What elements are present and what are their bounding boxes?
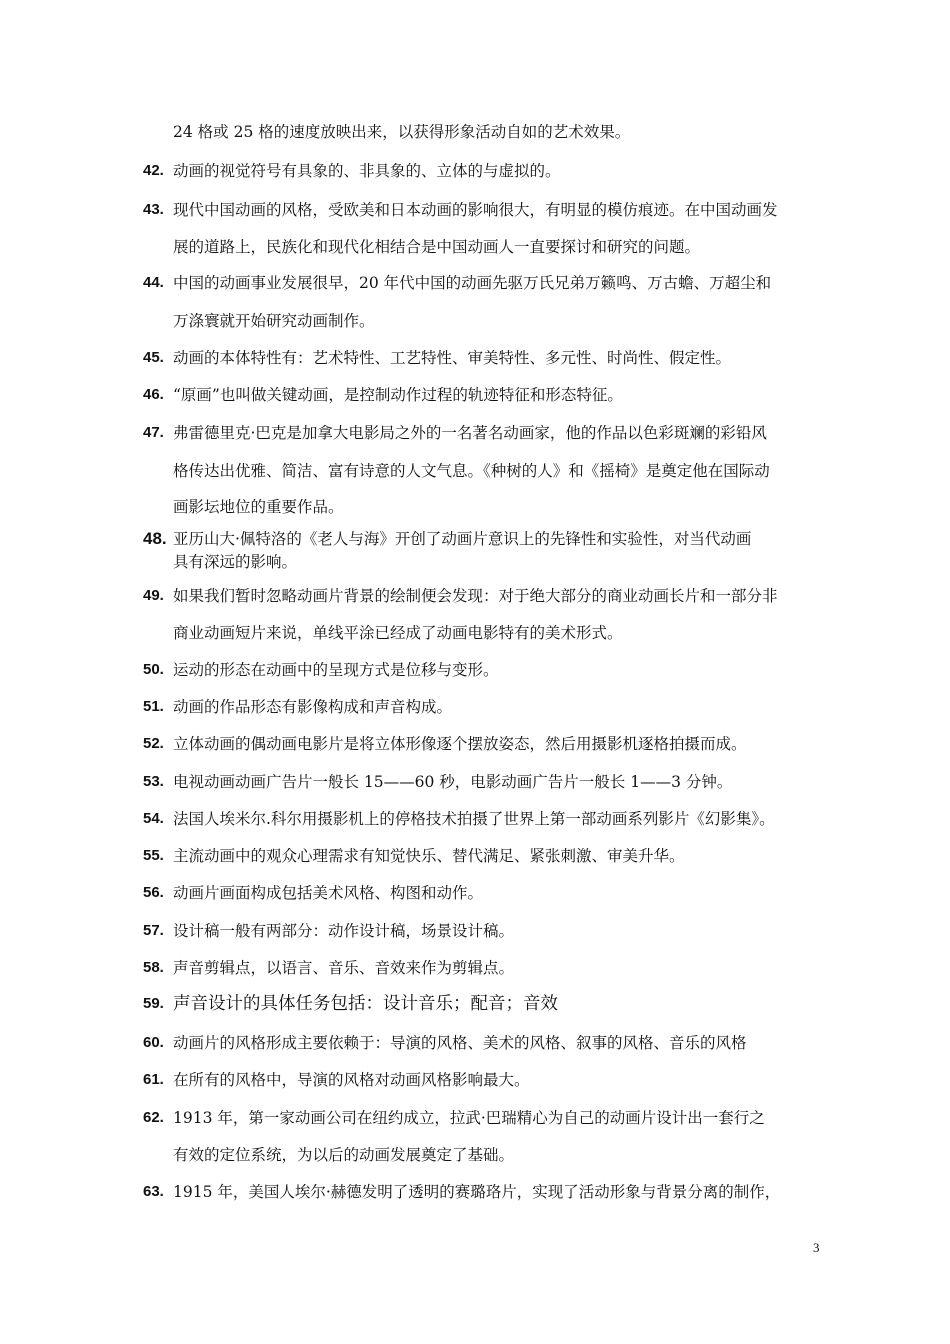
- item-number: 55.: [143, 847, 164, 864]
- item-text: 现代中国动画的风格，受欧美和日本动画的影响很大，有明显的模仿痕迹。在中国动画发: [173, 201, 778, 219]
- item-number: 46.: [143, 386, 164, 403]
- paragraph-line: [0, 551, 950, 573]
- list-item: [0, 804, 950, 834]
- paragraph-line: [0, 618, 950, 648]
- item-number: 51.: [143, 698, 164, 715]
- paragraph-line: [0, 492, 950, 522]
- list-item: [0, 581, 950, 611]
- item-text: 在所有的风格中，导演的风格对动画风格影响最大。: [173, 1071, 530, 1089]
- item-number: 62.: [143, 1109, 164, 1126]
- item-text: “原画”也叫做关键动画，是控制动作过程的轨迹特征和形态特征。: [173, 386, 623, 404]
- list-item: [0, 989, 950, 1019]
- item-text: 声音设计的具体任务包括：设计音乐；配音；音效: [173, 994, 558, 1014]
- item-text: 运动的形态在动画中的呈现方式是位移与变形。: [173, 661, 499, 679]
- item-text: 1915 年，美国人埃尔·赫德发明了透明的赛璐珞片，实现了活动形象与背景分离的制作，: [173, 1183, 781, 1201]
- list-item: [0, 841, 950, 871]
- list-item: [0, 916, 950, 946]
- continuation-text: 具有深远的影响。: [173, 553, 298, 571]
- list-item: [0, 767, 950, 797]
- item-text: 如果我们暂时忽略动画片背景的绘制便会发现：对于绝大部分的商业动画长片和一部分非: [173, 587, 778, 605]
- continuation-text: 展的道路上，民族化和现代化相结合是中国动画人一直要探讨和研究的问题。: [173, 238, 701, 256]
- list-item: [0, 1065, 950, 1095]
- item-number: 49.: [143, 587, 164, 604]
- item-number: 59.: [143, 995, 164, 1012]
- item-number: 43.: [143, 201, 164, 218]
- item-text: 动画片的风格形成主要依赖于：导演的风格、美术的风格、叙事的风格、音乐的风格: [173, 1034, 747, 1052]
- list-item: [0, 380, 950, 410]
- item-text: 动画片画面构成包括美术风格、构图和动作。: [173, 884, 484, 902]
- item-text: 声音剪辑点，以语言、音乐、音效来作为剪辑点。: [173, 959, 515, 977]
- item-number: 42.: [143, 162, 164, 179]
- item-number: 60.: [143, 1034, 164, 1051]
- paragraph-line: [0, 306, 950, 336]
- item-text: 中国的动画事业发展很早，20 年代中国的动画先驱万氏兄弟万籁鸣、万古蟾、万超尘和: [173, 274, 772, 292]
- item-number: 44.: [143, 274, 164, 291]
- item-number: 61.: [143, 1071, 164, 1088]
- list-item: [0, 1177, 950, 1207]
- list-item: [0, 418, 950, 448]
- continuation-text: 24 格或 25 格的速度放映出来，以获得形象活动自如的艺术效果。: [173, 123, 631, 141]
- item-text: 弗雷德里克·巴克是加拿大电影局之外的一名著名动画家，他的作品以色彩斑斓的彩铅风: [173, 424, 767, 442]
- list-item: [0, 343, 950, 373]
- item-number: 50.: [143, 661, 164, 678]
- item-text: 立体动画的偶动画电影片是将立体形像逐个摆放姿态，然后用摄影机逐格拍摄而成。: [173, 735, 747, 753]
- paragraph-line: [0, 232, 950, 262]
- item-text: 设计稿一般有两部分：动作设计稿，场景设计稿。: [173, 922, 515, 940]
- list-item: [0, 878, 950, 908]
- list-item: [0, 268, 950, 298]
- item-text: 主流动画中的观众心理需求有知觉快乐、替代满足、紧张刺激、审美升华。: [173, 847, 685, 865]
- item-number: 63.: [143, 1183, 164, 1200]
- list-item: [0, 1103, 950, 1133]
- list-item: [0, 692, 950, 722]
- paragraph-line: [0, 117, 950, 147]
- item-number: 56.: [143, 884, 164, 901]
- item-number: 45.: [143, 349, 164, 366]
- item-text: 动画的本体特性有：艺术特性、工艺特性、审美特性、多元性、时尚性、假定性。: [173, 349, 732, 367]
- list-item: [0, 953, 950, 983]
- item-number: 53.: [143, 773, 164, 790]
- continuation-text: 格传达出优雅、简洁、富有诗意的人文气息。《种树的人》和《摇椅》是奠定他在国际动: [173, 462, 770, 480]
- list-item: [0, 528, 950, 550]
- list-item: [0, 195, 950, 225]
- item-text: 亚历山大·佩特洛的《老人与海》开创了动画片意识上的先锋性和实验性，对当代动画: [173, 530, 752, 548]
- continuation-text: 画影坛地位的重要作品。: [173, 498, 344, 516]
- item-text: 动画的作品形态有影像构成和声音构成。: [173, 698, 453, 716]
- list-item: [0, 729, 950, 759]
- item-number: 48.: [143, 529, 167, 548]
- continuation-text: 万涤寰就开始研究动画制作。: [173, 312, 375, 330]
- item-text: 电视动画动画广告片一般长 15——60 秒，电影动画广告片一般长 1——3 分钟。: [173, 773, 733, 791]
- continuation-text: 有效的定位系统，为以后的动画发展奠定了基础。: [173, 1146, 515, 1164]
- page-number: 3: [813, 1240, 820, 1255]
- list-item: [0, 1028, 950, 1058]
- paragraph-line: [0, 456, 950, 486]
- item-number: 57.: [143, 922, 164, 939]
- paragraph-line: [0, 1140, 950, 1170]
- item-number: 52.: [143, 735, 164, 752]
- item-text: 动画的视觉符号有具象的、非具象的、立体的与虚拟的。: [173, 162, 561, 180]
- list-item: [0, 156, 950, 186]
- item-number: 54.: [143, 810, 164, 827]
- item-number: 58.: [143, 959, 164, 976]
- list-item: [0, 655, 950, 685]
- item-text: 1913 年，第一家动画公司在纽约成立，拉武·巴瑞精心为自己的动画片设计出一套行之: [173, 1109, 765, 1127]
- continuation-text: 商业动画短片来说，单线平涂已经成了动画电影特有的美术形式。: [173, 624, 623, 642]
- item-text: 法国人埃米尔.科尔用摄影机上的停格技术拍摄了世界上第一部动画系列影片《幻影集》。: [173, 810, 775, 828]
- item-number: 47.: [143, 424, 164, 441]
